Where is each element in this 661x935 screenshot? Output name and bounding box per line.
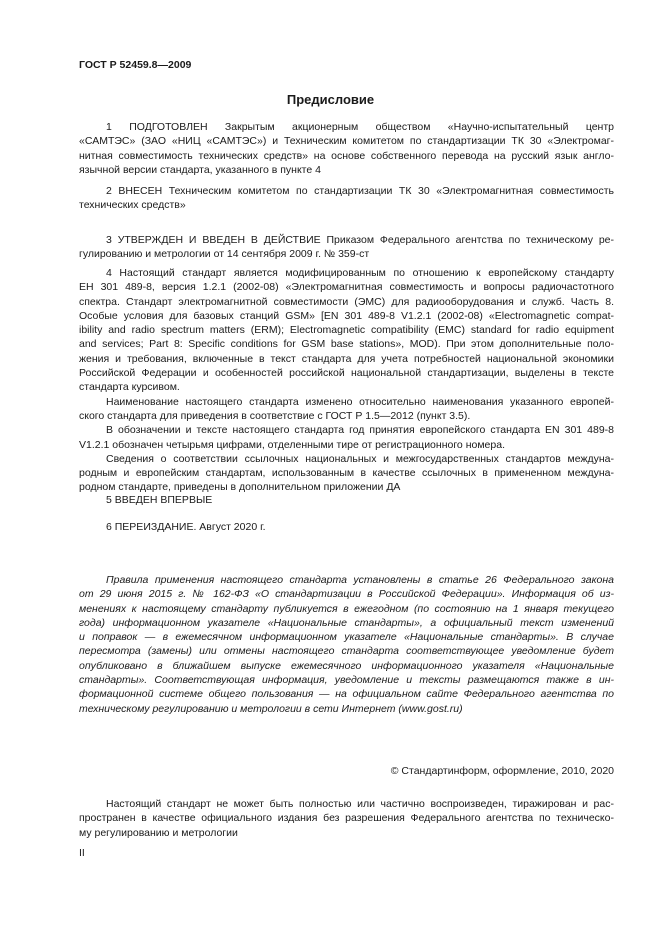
item-4	[79, 266, 614, 495]
text-line: спектра. Стандарт электромагнитной совместимости (ЭМС) для радиооборудования и служб. Часть 8.	[79, 295, 614, 308]
item-2	[79, 184, 614, 213]
text-line: и поправок — в ежемесячном информационном указателе «Национальные стандарты». В случае	[79, 631, 614, 644]
text-line: Сведения о соответствии ссылочных национальных и межгосударственных стандартов междуна-	[106, 452, 614, 465]
text-line: ского стандарта для приведения в соответствие с ГОСТ Р 1.5—2012 (пункт 3.5).	[79, 409, 471, 422]
text-line: ibility and radio spectrum matters (ERM); Electromagnetic compatibility (EMC) standard for radio equipment	[79, 324, 614, 337]
text-line: жения и требования, включенные в текст стандарта для учета потребностей национальной экономики	[79, 352, 614, 365]
item-5	[79, 493, 614, 507]
text-line: 3 УТВЕРЖДЕН И ВВЕДЕН В ДЕЙСТВИЕ Приказом Федерального агентства по техническому ре-	[106, 234, 614, 246]
text-line: 5 ВВЕДЕН ВПЕРВЫЕ	[106, 494, 213, 506]
text-line: V1.2.1 обозначен четырьмя цифрами, отделенными тире от регистрационного номера.	[79, 438, 505, 451]
text-line: года) информационном указателе «Национальные стандарты», а официальный текст изменений	[79, 616, 614, 629]
text-line: Наименование настоящего стандарта изменено относительно наименования указанного европей-	[106, 395, 614, 408]
reproduction-notice	[79, 797, 614, 840]
text-line: родным и европейским стандартам, использованным в качестве ссылочных в примененном междуна-	[79, 467, 614, 480]
text-line: гулированию и метрологии от 14 сентября 2009 г. № 359-ст	[79, 248, 370, 261]
page-number: II	[79, 847, 85, 859]
text-line: от 29 июня 2015 г. № 162-ФЗ «О стандартизации в Российской Федерации». Информация об из-	[79, 588, 614, 601]
text-line: технических средств»	[79, 199, 186, 212]
text-line: стандарта курсивом.	[79, 381, 180, 394]
text-line: Правила применения настоящего стандарта установлены в статье 26 Федерального закона	[106, 574, 614, 586]
text-line: 4 Настоящий стандарт является модифицированным по отношению к европейскому стандарту	[106, 267, 614, 279]
item-3	[79, 233, 614, 262]
text-line: пересмотра (замены) или отмены настоящего стандарта соответствующее уведомление будет	[79, 645, 614, 658]
text-line: 6 ПЕРЕИЗДАНИЕ. Август 2020 г.	[106, 521, 266, 533]
copyright: © Стандартинформ, оформление, 2010, 2020	[390, 765, 614, 777]
text-line: В обозначении и тексте настоящего стандарта год принятия европейского стандарта EN 301 489-8	[106, 424, 614, 437]
text-line: 1 ПОДГОТОВЛЕН Закрытым акционерным обществом «Научно-испытательный центр	[106, 121, 614, 133]
text-line: and services; Part 8: Specific conditions for GSM base stations», MOD). При этом дополнительные поло-	[79, 338, 614, 351]
document-code: ГОСТ Р 52459.8—2009	[79, 59, 192, 71]
text-line: ЕН 301 489-8, версия 1.2.1 (2002-08) «Электромагнитная совместимость и вопросы радиочастотного	[79, 281, 614, 294]
text-line: 2 ВНЕСЕН Техническим комитетом по стандартизации ТК 30 «Электромагнитная совместимость	[106, 185, 614, 197]
text-line: Настоящий стандарт не может быть полностью или частично воспроизведен, тиражирован и рас-	[106, 798, 614, 810]
text-line: формационной системе общего пользования — на официальном сайте Федерального агентства по	[79, 688, 614, 701]
item-1	[79, 120, 614, 177]
text-line: опубликовано в ближайшем выпуске ежемесячного информационного указателя «Национальные	[79, 659, 614, 672]
text-line: язычной версии стандарта, указанного в пункте 4	[79, 163, 321, 176]
text-line: пространен в качестве официального издания без разрешения Федерального агентства по техническо-	[79, 812, 614, 825]
text-line: нитная совместимость технических средств» на основе собственного перевода на русский язык англо-	[79, 149, 614, 162]
standard-application-notice	[79, 573, 614, 716]
text-line: «САМТЭС» (ЗАО «НИЦ «САМТЭС») и Техническим комитетом по стандартизации ТК 30 «Электромаг-	[79, 135, 614, 148]
text-line: стандарты». Соответствующая информация, уведомление и тексты размещаются также в ин-	[79, 674, 614, 687]
text-line: Российской Федерации и особенностей российской национальной стандартизации, выделены в тексте	[79, 367, 614, 380]
text-line: му регулированию и метрологии	[79, 826, 238, 839]
text-line: Особые условия для базовых станций GSM» [EN 301 489-8 V1.2.1 (2002-08) «Electromagnetic compat-	[79, 309, 614, 322]
page-title: Предисловие	[286, 92, 375, 107]
item-6	[79, 520, 614, 534]
text-line: менениях к настоящему стандарту публикуется в ежегодном (по состоянию на 1 января текущего	[79, 602, 614, 615]
text-line: техническому регулированию и метрологии в сети Интернет (www.gost.ru)	[79, 702, 463, 715]
text-line: родном стандарте, приведены в дополнительном приложении ДА	[79, 481, 401, 494]
